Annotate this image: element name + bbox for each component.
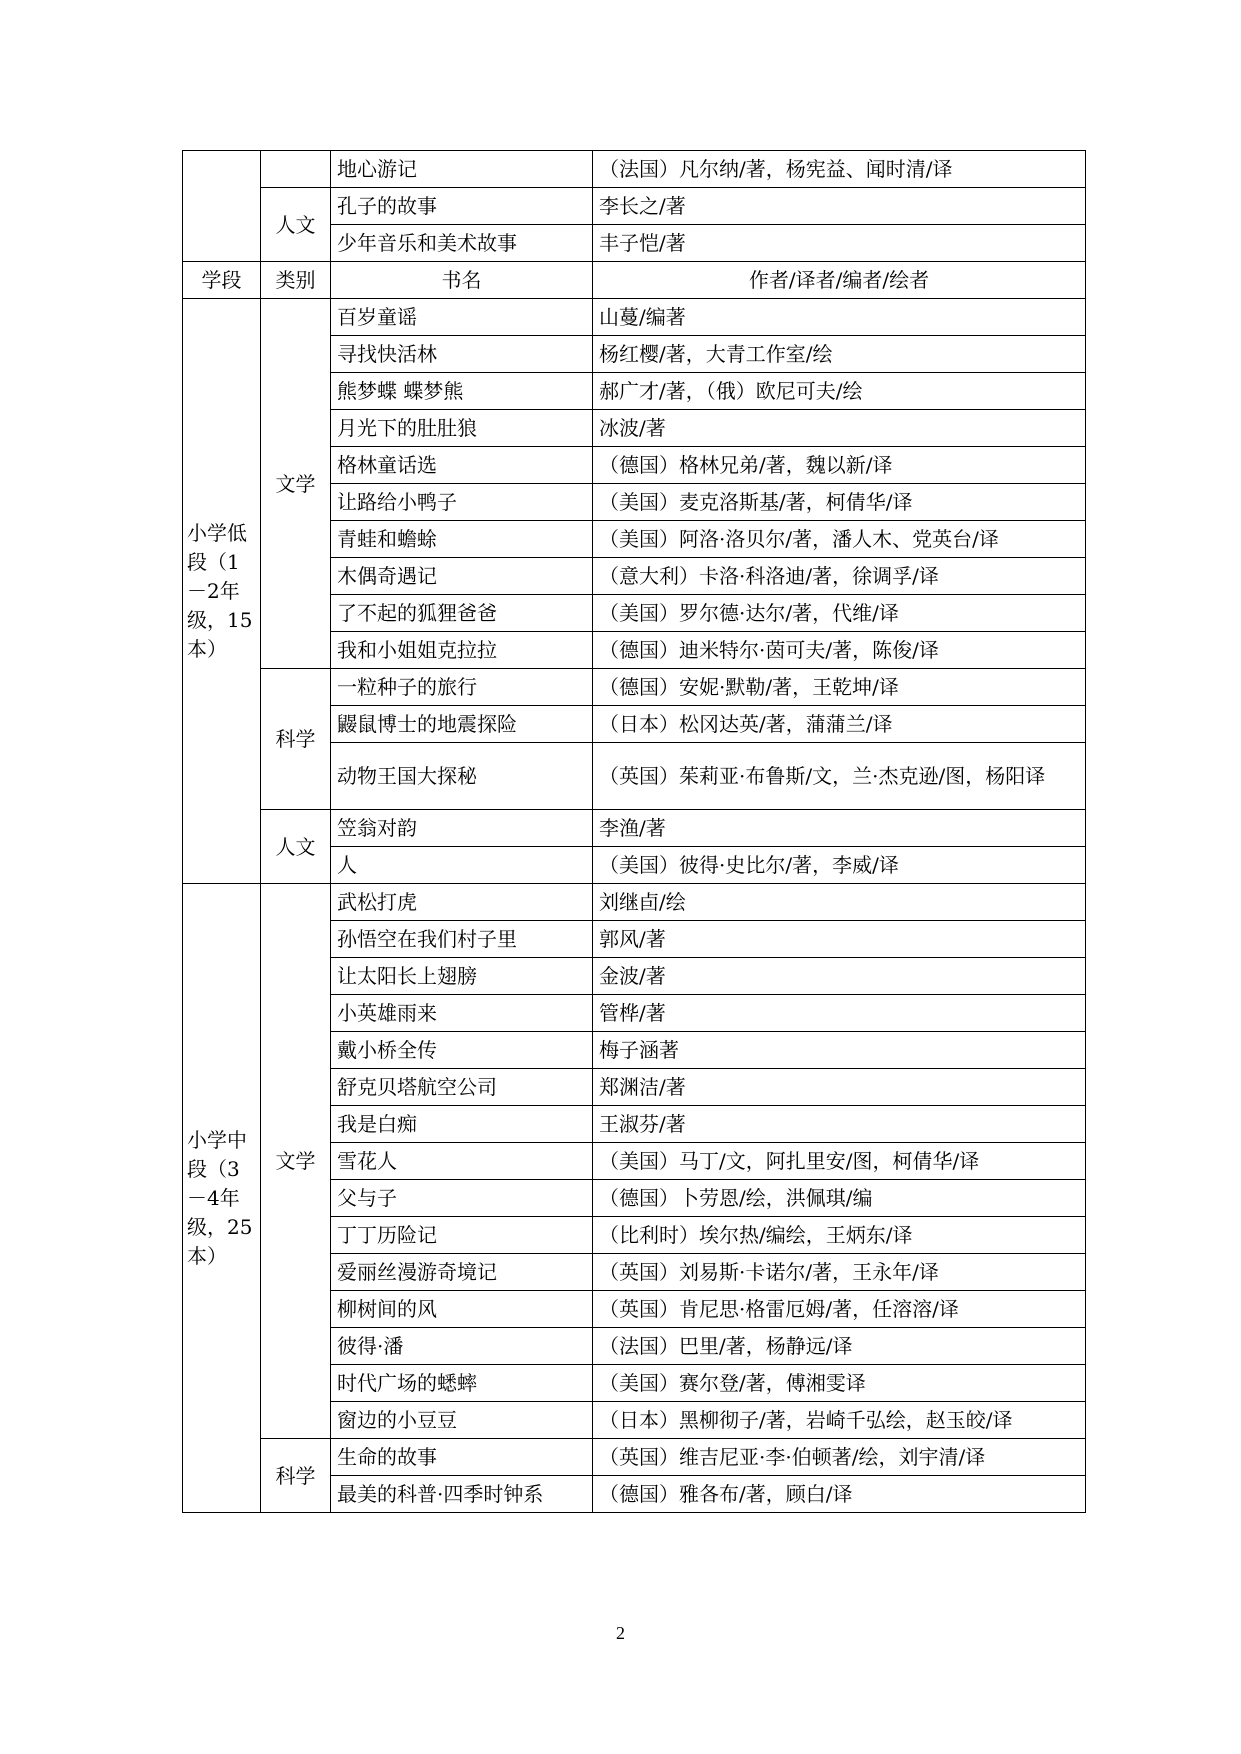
book-title: 最美的科普·四季时钟系	[331, 1476, 593, 1513]
book-title: 孙悟空在我们村子里	[331, 921, 593, 958]
stage-cell: 小学低段（1－2年级，15本）	[183, 299, 261, 884]
category-cell: 科学	[261, 1439, 331, 1513]
book-title: 孔子的故事	[331, 188, 593, 225]
book-author: 郭风/著	[593, 921, 1086, 958]
stage-cell: 小学中段（3－4年级，25本）	[183, 884, 261, 1513]
book-author: （英国）茱莉亚·布鲁斯/文，兰·杰克逊/图，杨阳译	[593, 743, 1086, 810]
table-row	[183, 1439, 1086, 1476]
table-header-row	[183, 262, 1086, 299]
book-author: （美国）阿洛·洛贝尔/著，潘人木、党英台/译	[593, 521, 1086, 558]
book-list-table	[182, 150, 1086, 1513]
book-title: 戴小桥全传	[331, 1032, 593, 1069]
book-title: 小英雄雨来	[331, 995, 593, 1032]
book-title: 雪花人	[331, 1143, 593, 1180]
category-cell: 文学	[261, 884, 331, 1439]
book-author: （日本）松冈达英/著，蒲蒲兰/译	[593, 706, 1086, 743]
header-category: 类别	[261, 262, 331, 299]
book-author: （英国）肯尼思·格雷厄姆/著，任溶溶/译	[593, 1291, 1086, 1328]
book-author: 丰子恺/著	[593, 225, 1086, 262]
category-cell: 科学	[261, 669, 331, 810]
page-number: 2	[616, 1623, 625, 1643]
book-author: （德国）迪米特尔·茵可夫/著，陈俊/译	[593, 632, 1086, 669]
book-title: 让太阳长上翅膀	[331, 958, 593, 995]
book-author: （德国）安妮·默勒/著，王乾坤/译	[593, 669, 1086, 706]
book-title: 笠翁对韵	[331, 810, 593, 847]
book-author: （德国）卜劳恩/绘，洪佩琪/编	[593, 1180, 1086, 1217]
book-title: 丁丁历险记	[331, 1217, 593, 1254]
book-title: 百岁童谣	[331, 299, 593, 336]
book-title: 寻找快活林	[331, 336, 593, 373]
book-author: （美国）麦克洛斯基/著，柯倩华/译	[593, 484, 1086, 521]
table-row	[183, 151, 1086, 188]
book-author: （法国）凡尔纳/著，杨宪益、闻时清/译	[593, 151, 1086, 188]
table-row	[183, 810, 1086, 847]
book-author: 李长之/著	[593, 188, 1086, 225]
book-title: 爱丽丝漫游奇境记	[331, 1254, 593, 1291]
table-row	[183, 669, 1086, 706]
book-title: 我是白痴	[331, 1106, 593, 1143]
book-title: 月光下的肚肚狼	[331, 410, 593, 447]
book-author: （美国）彼得·史比尔/著，李威/译	[593, 847, 1086, 884]
book-author: （比利时）埃尔热/编绘，王炳东/译	[593, 1217, 1086, 1254]
book-title: 我和小姐姐克拉拉	[331, 632, 593, 669]
category-cell: 人文	[261, 188, 331, 262]
book-author: 冰波/著	[593, 410, 1086, 447]
table-row	[183, 299, 1086, 336]
book-title: 舒克贝塔航空公司	[331, 1069, 593, 1106]
book-title: 地心游记	[331, 151, 593, 188]
book-author: （德国）格林兄弟/著，魏以新/译	[593, 447, 1086, 484]
table-row	[183, 188, 1086, 225]
book-author: （美国）罗尔德·达尔/著，代维/译	[593, 595, 1086, 632]
header-book: 书名	[331, 262, 593, 299]
book-author: 管桦/著	[593, 995, 1086, 1032]
book-title: 窗边的小豆豆	[331, 1402, 593, 1439]
book-author: 杨红樱/著，大青工作室/绘	[593, 336, 1086, 373]
book-title: 柳树间的风	[331, 1291, 593, 1328]
book-title: 时代广场的蟋蟀	[331, 1365, 593, 1402]
book-author: （英国）维吉尼亚·李·伯顿著/绘，刘宇清/译	[593, 1439, 1086, 1476]
category-cell-empty	[261, 151, 331, 188]
book-author: （意大利）卡洛·科洛迪/著，徐调孚/译	[593, 558, 1086, 595]
book-author: 郝广才/著，（俄）欧尼可夫/绘	[593, 373, 1086, 410]
book-title: 让路给小鸭子	[331, 484, 593, 521]
book-title: 格林童话选	[331, 447, 593, 484]
book-title: 少年音乐和美术故事	[331, 225, 593, 262]
book-title: 了不起的狐狸爸爸	[331, 595, 593, 632]
book-author: 王淑芬/著	[593, 1106, 1086, 1143]
book-author: 山蔓/编著	[593, 299, 1086, 336]
book-author: （美国）马丁/文，阿扎里安/图，柯倩华/译	[593, 1143, 1086, 1180]
header-author: 作者/译者/编者/绘者	[593, 262, 1086, 299]
stage-cell-empty	[183, 151, 261, 262]
book-author: （美国）赛尔登/著，傅湘雯译	[593, 1365, 1086, 1402]
book-author: （法国）巴里/著，杨静远/译	[593, 1328, 1086, 1365]
book-title: 父与子	[331, 1180, 593, 1217]
category-cell: 人文	[261, 810, 331, 884]
book-author: 刘继卣/绘	[593, 884, 1086, 921]
book-author: 郑渊洁/著	[593, 1069, 1086, 1106]
book-title: 青蛙和蟾蜍	[331, 521, 593, 558]
book-title: 生命的故事	[331, 1439, 593, 1476]
book-title: 木偶奇遇记	[331, 558, 593, 595]
category-cell: 文学	[261, 299, 331, 669]
book-title: 熊梦蝶 蝶梦熊	[331, 373, 593, 410]
book-title: 彼得·潘	[331, 1328, 593, 1365]
book-title: 人	[331, 847, 593, 884]
book-title: 鼹鼠博士的地震探险	[331, 706, 593, 743]
book-author: （德国）雅各布/著，顾白/译	[593, 1476, 1086, 1513]
book-title: 一粒种子的旅行	[331, 669, 593, 706]
book-title: 武松打虎	[331, 884, 593, 921]
book-title: 动物王国大探秘	[331, 743, 593, 810]
book-author: 金波/著	[593, 958, 1086, 995]
table-row	[183, 884, 1086, 921]
book-author: （日本）黑柳彻子/著，岩崎千弘绘，赵玉皎/译	[593, 1402, 1086, 1439]
header-stage: 学段	[183, 262, 261, 299]
book-author: 梅子涵著	[593, 1032, 1086, 1069]
book-author: （英国）刘易斯·卡诺尔/著，王永年/译	[593, 1254, 1086, 1291]
book-author: 李渔/著	[593, 810, 1086, 847]
